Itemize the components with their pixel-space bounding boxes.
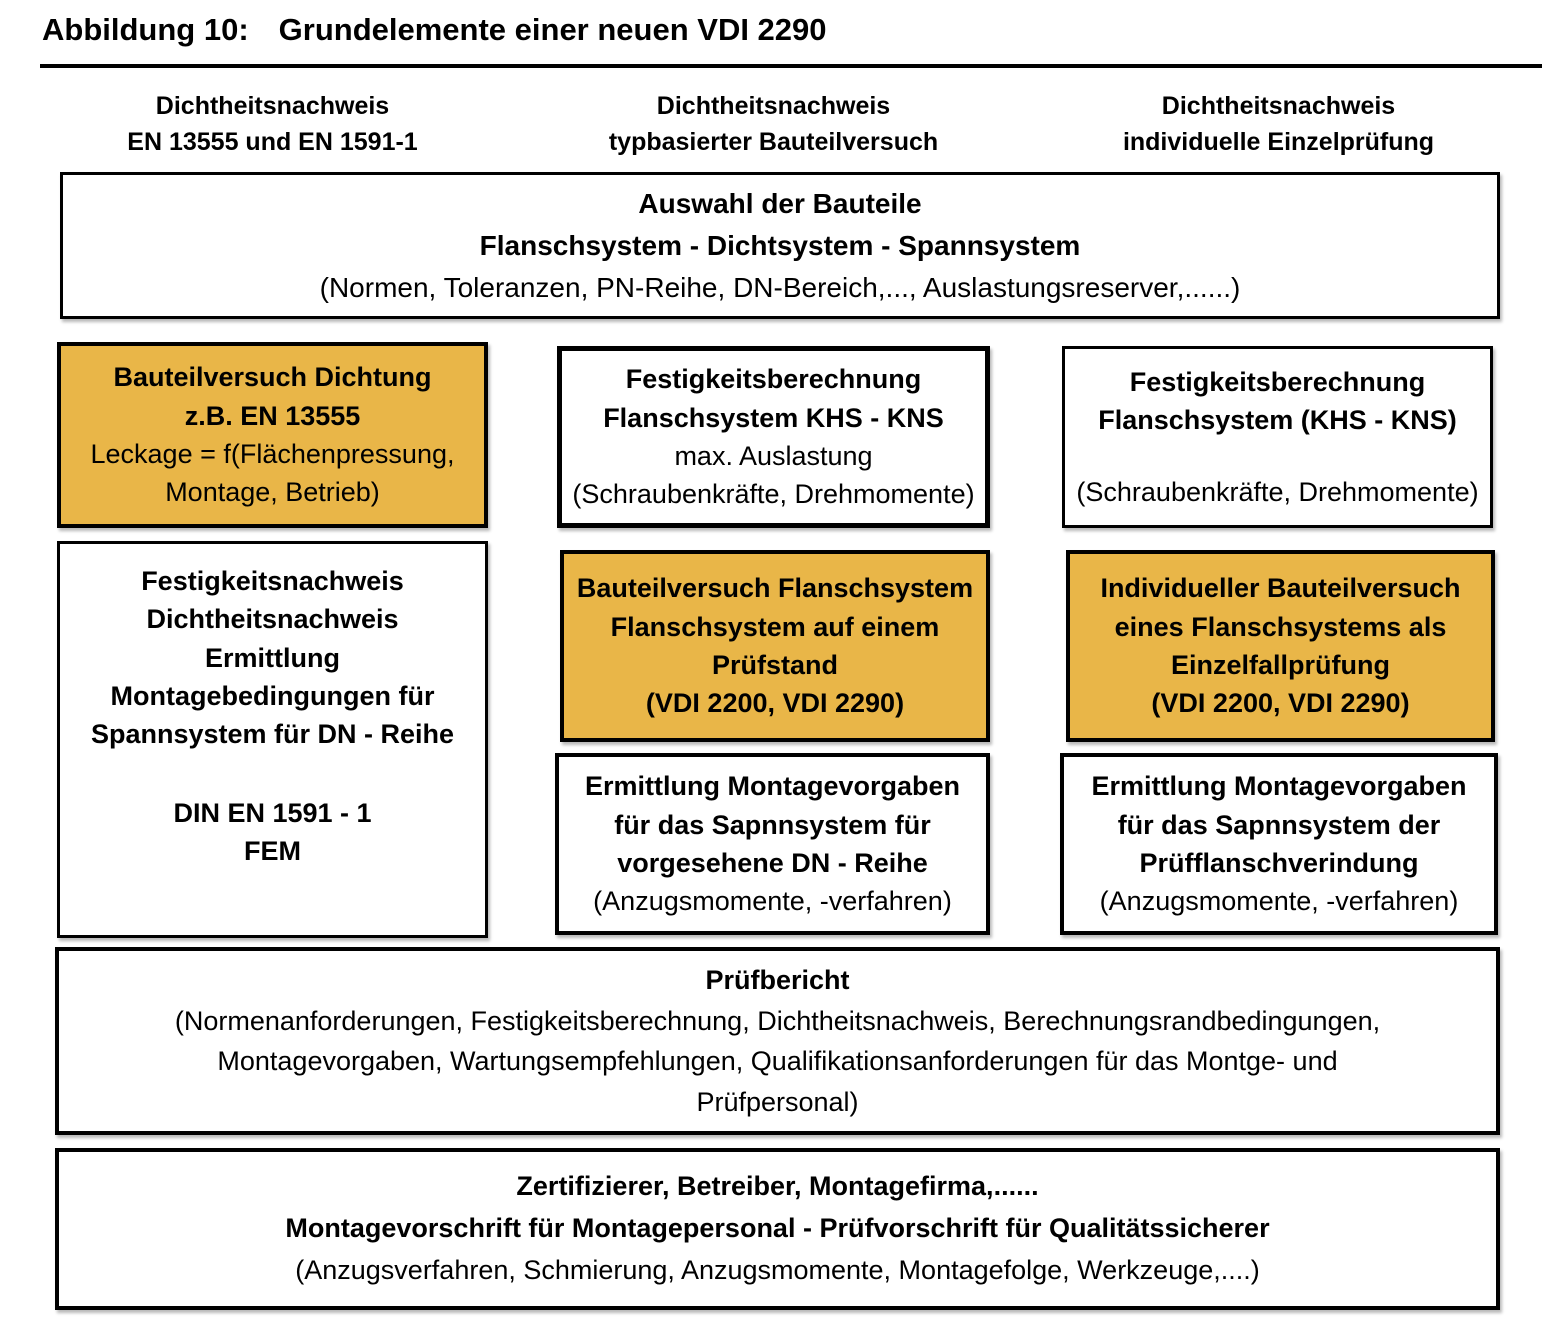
box-text-line: Montagebedingungen für [110,680,435,711]
box-text-line: Ermittlung Montagevorgaben [584,771,960,802]
box-text-line: Flanschsystem (KHS - KNS) [1098,404,1457,435]
column-header-line: Dichtheitsnachweis [656,92,891,120]
box-bauteilversuch-dichtung [57,342,488,528]
box-text-line: (Anzugsmomente, -verfahren) [593,886,952,917]
box-text-line: Flanschsystem auf einem [610,611,940,642]
box-text-line: Festigkeitsberechnung [625,364,922,395]
box-text-line: DIN EN 1591 - 1 [173,797,372,828]
box-text-line: (VDI 2200, VDI 2290) [1151,688,1410,719]
box-subtitle: Flanschsystem - Dichtsystem - Spannsystem [479,229,1081,261]
box-pruefbericht [55,947,1500,1135]
column-header-line: individuelle Einzelprüfung [1122,128,1435,157]
box-text-line: (Anzugsverfahren, Schmierung, Anzugsmomente, Montagefolge, Werkzeuge,....) [295,1254,1260,1285]
box-text-line: Bauteilversuch Flanschsystem [576,573,974,604]
box-text-line: Zertifizierer, Betreiber, Montagefirma,...... [516,1171,1039,1202]
box-text-line: Prüfstand [711,650,838,680]
box-auswahl-der-bauteile [60,172,1500,319]
box-text-line: Montage, Betrieb) [165,477,380,508]
box-text-line: für das Sapnnsystem der [1117,809,1441,840]
title-underline [40,64,1542,68]
box-text-line: (Schraubenkräfte, Drehmomente) [572,479,975,510]
column-header-dichtheitsnachweis-en [57,88,488,161]
box-text-line: Ermittlung Montagevorgaben [1091,771,1467,802]
column-header-dichtheitsnachweis-individuell [1062,88,1495,161]
box-individueller-bauteilversuch [1066,550,1495,742]
box-text-line: Montagevorschrift für Montagepersonal - Prüfvorschrift für Qualitätssicherer [285,1213,1270,1244]
box-montagevorgaben-dn-reihe [555,753,990,935]
box-text-line: Individueller Bauteilversuch [1100,573,1461,604]
box-text-line: Spannsystem für DN - Reihe [90,719,455,750]
box-text-line: für das Sapnnsystem für [614,809,931,840]
box-text-line: Bauteilversuch Dichtung [113,362,432,393]
box-text-line: Einzelfallprüfung [1171,650,1390,680]
box-text-line: (VDI 2200, VDI 2290) [645,688,905,719]
box-title: Prüfbericht [705,965,850,995]
box-festigkeitsberechnung-khs-kns [557,346,990,528]
box-text-line: (Schraubenkräfte, Drehmomente) [1076,477,1479,508]
column-header-line: Dichtheitsnachweis [1161,92,1396,120]
box-text-line: Festigkeitsberechnung [1129,366,1426,397]
box-text-line: max. Auslastung [674,441,873,471]
box-text-line: eines Flanschsystems als [1114,611,1447,642]
figure-title [42,12,827,48]
box-text-line: Festigkeitsnachweis [141,566,404,596]
box-text-line: Flanschsystem KHS - KNS [603,402,944,433]
box-details: (Normen, Toleranzen, PN-Reihe, DN-Bereich,..., Auslastungsreserver,......) [319,271,1241,303]
box-text-line: vorgesehene DN - Reihe [617,848,928,878]
box-details-line: Prüfpersonal) [696,1086,859,1117]
box-zertifizierer-betreiber [55,1148,1500,1310]
box-text-line: Ermittlung [205,642,340,673]
box-festigkeitsberechnung-flanschsystem [1062,346,1493,528]
box-bauteilversuch-flanschsystem [560,550,990,742]
box-text-line: FEM [244,835,301,866]
box-text-line: Prüfflanschverindung [1139,848,1419,878]
column-header-line: typbasierter Bauteilversuch [608,128,939,157]
box-details-line: (Normenanforderungen, Festigkeitsberechnung, Dichtheitsnachweis, Berechnungsrandbedingungen, [174,1005,1381,1036]
box-text-line: Dichtheitsnachweis [146,604,399,635]
column-header-line: Dichtheitsnachweis [155,92,390,120]
box-festigkeitsnachweis-dichtheitsnachweis [57,541,488,938]
box-text-line: z.B. EN 13555 [184,400,361,431]
box-montagevorgaben-pruefflanschverbindung [1060,753,1498,935]
box-text-line: (Anzugsmomente, -verfahren) [1099,886,1459,917]
figure-label: Abbildung 10: [42,12,249,47]
column-header-line: EN 13555 und EN 1591-1 [127,128,418,157]
box-title: Auswahl der Bauteile [638,187,922,219]
box-details-line: Montagevorgaben, Wartungsempfehlungen, Qualifikationsanforderungen für das Montge- und [217,1046,1338,1076]
box-text-line: Leckage = f(Flächenpressung, [90,439,455,469]
figure-heading: Grundelemente einer neuen VDI 2290 [278,12,827,47]
column-header-dichtheitsnachweis-typbasiert [557,88,990,161]
